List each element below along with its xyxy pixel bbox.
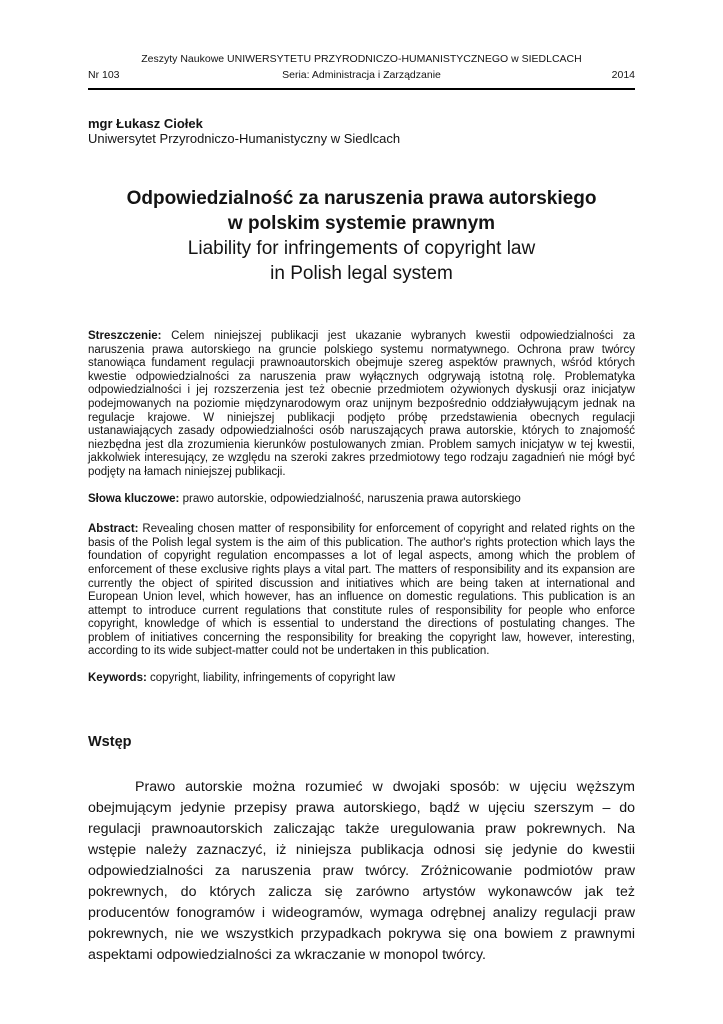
keywords-en-label: Keywords: (88, 672, 147, 685)
keywords-pl-label: Słowa kluczowe: (88, 492, 180, 505)
journal-year: 2014 (611, 69, 635, 81)
article-title-block (88, 186, 635, 286)
keywords-en-text: copyright, liability, infringements of copyright law (150, 672, 396, 685)
abstract-en-label: Abstract: (88, 523, 139, 536)
article-title-en-line2: in Polish legal system (270, 263, 453, 284)
abstract-en-text: Revealing chosen matter of responsibility for enforcement of copyright and related rights on the basis of the Polish legal system is the aim of this publication. The author's rights protection which lays the foundation of copyright regulation encompasses a lot of legal aspects, among which the problem of enforcement of these exclusive rights plays a vital part. The matters of responsibility and its expansion are currently the object of spirited discussion and initiatives which are being taken at international and European Union level, which however, has an influence on domestic regulations. This publication is an attempt to introduce current regulations that constitute rules of responsibility for people who enforce copyright, knowledge of which is essential to understand the directions of postulating changes. The problem of initiatives concerning the responsibility for breaking the copyright law, however, interesting, according to its wide subject-matter could not be undertaken in this publication. (88, 523, 635, 658)
journal-title-line: Zeszyty Naukowe UNIWERSYTETU PRZYRODNICZO-HUMANISTYCZNEGO w SIEDLCACH (141, 53, 582, 65)
keywords-pl (88, 493, 635, 507)
author-block (88, 116, 635, 146)
keywords-en (88, 672, 635, 686)
article-title-en-line1: Liability for infringements of copyright law (187, 238, 536, 259)
intro-paragraph: Prawo autorskie można rozumieć w dwojaki sposób: w ujęciu węższym obejmującym jedynie przepisy prawa autorskiego, bądź w ujęciu szerszym – do regulacji prawnoautorskich zaliczając także uregulowania praw pokrewnych. Na wstępie należy zaznaczyć, iż niniejsza publikacja odnosi się jedynie do kwestii odpowiedzialności za naruszenia praw twórcy. Zróżnicowanie podmiotów praw pokrewnych, do których zalicza się zarówno artystów wykonawców jak też producentów fonogramów i wideogramów, wymaga odrębnej analizy regulacji praw pokrewnych, nie we wszystkich przypadkach pokrywa się ona bowiem z prawnymi aspektami odpowiedzialności za wkraczanie w monopol twórcy. (88, 778, 635, 963)
journal-header (88, 52, 635, 90)
keywords-pl-text: prawo autorskie, odpowiedzialność, naruszenia prawa autorskiego (182, 492, 521, 505)
journal-meta-row (88, 68, 635, 82)
journal-issue-number: Nr 103 (88, 69, 120, 81)
article-title-pl-line1: Odpowiedzialność za naruszenia prawa autorskiego (126, 188, 597, 209)
abstract-pl-label: Streszczenie: (88, 330, 162, 342)
abstract-pl (88, 330, 635, 480)
article-title-pl-line2: w polskim systemie prawnym (227, 213, 496, 234)
section-heading-wstep: Wstęp (88, 733, 132, 750)
author-name: mgr Łukasz Ciołek (88, 116, 203, 131)
journal-series: Seria: Administracja i Zarządzanie (282, 69, 441, 81)
author-affiliation: Uniwersytet Przyrodniczo-Humanistyczny w Siedlcach (88, 131, 401, 146)
abstract-pl-text: Celem niniejszej publikacji jest ukazanie wybranych kwestii odpowiedzialności za naruszenia prawa autorskiego na gruncie polskiego systemu normatywnego. Ochrona praw twórcy stanowiąca fundament regulacji prawnoautorskich obejmuje szereg aspektów prawnych, wśród których kwestie odpowiedzialności za naruszenia praw wyłącznych odgrywają istotną rolę. Problematyka odpowiedzialności i jej rozszerzenia jest też obecnie przedmiotem ożywionych dyskusji oraz inicjatyw podejmowanych na poziomie międzynarodowym oraz unijnym bezpośrednio oddziaływującym jednak na regulacje krajowe. W niniejszej publikacji podjęto próbę przedstawienia obecnych regulacji ustanawiających zasady odpowiedzialności osób naruszających prawa autorskie, których to znajomość niezbędna jest dla zrozumienia kierunków postulowanych zmian. Problem samych inicjatyw w tej kwestii, jakkolwiek interesujący, ze względu na szeroki zakres przedmiotowy tego rodzaju zagadnień nie mógł być podjęty na łamach niniejszej publikacji. (88, 330, 635, 478)
header-divider (88, 88, 635, 90)
abstract-en (88, 523, 635, 659)
